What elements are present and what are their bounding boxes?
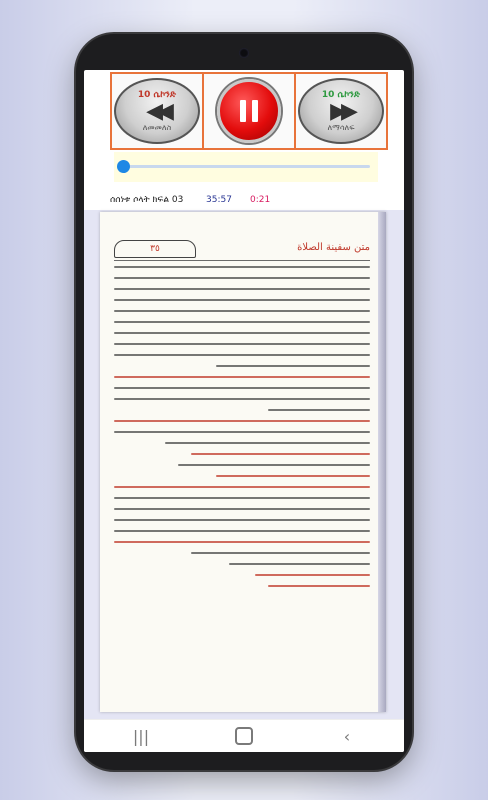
text-line [114, 431, 370, 433]
system-nav-bar [84, 719, 404, 752]
player-controls [110, 72, 388, 150]
front-camera [239, 48, 249, 58]
forward-seconds-label: 10 ሴኮንድ [321, 89, 361, 100]
text-line [178, 464, 370, 466]
back-icon[interactable]: ‹ [343, 726, 351, 746]
page-number: ٣٥ [150, 244, 160, 254]
book-page-image [100, 212, 386, 712]
text-line [216, 475, 370, 477]
text-line [114, 398, 370, 400]
seek-knob[interactable] [117, 160, 130, 173]
recents-icon[interactable]: ||| [132, 726, 150, 746]
text-line [114, 497, 370, 499]
app-screen [84, 70, 404, 752]
current-time: 35:57 [206, 195, 232, 205]
forward-icon: ▶▶ [330, 98, 352, 124]
text-line [191, 552, 370, 554]
rewind-10-button[interactable] [114, 78, 200, 144]
text-line [114, 541, 370, 543]
phone-frame [76, 34, 412, 770]
seek-track[interactable] [122, 165, 370, 168]
text-line [191, 453, 370, 455]
page-spine [378, 212, 386, 712]
rewind-direction-label: ለመመለስ [142, 122, 172, 132]
page-header-title: متن سفينة الصلاة [297, 242, 370, 253]
text-line [114, 376, 370, 378]
text-line [114, 266, 370, 268]
text-line [114, 530, 370, 532]
text-line [268, 585, 370, 587]
text-line [114, 508, 370, 510]
forward-direction-label: ለማሳለፍ [327, 122, 355, 132]
text-line [216, 365, 370, 367]
text-line [114, 343, 370, 345]
text-line [114, 420, 370, 422]
text-line [114, 519, 370, 521]
home-icon[interactable] [235, 727, 253, 745]
text-line [114, 299, 370, 301]
track-name: ሰሰነቱ ሶላት ክፍል 03 [110, 195, 184, 205]
text-line [114, 332, 370, 334]
page-text-block [114, 266, 370, 596]
forward-10-button[interactable] [298, 78, 384, 144]
pause-button-cell[interactable] [204, 74, 296, 148]
text-line [114, 486, 370, 488]
text-line [114, 387, 370, 389]
pause-icon [240, 100, 258, 122]
text-line [114, 288, 370, 290]
text-line [255, 574, 370, 576]
text-line [114, 354, 370, 356]
duration-time: 0:21 [250, 195, 271, 205]
text-line [268, 409, 370, 411]
rewind-button-cell[interactable] [112, 74, 204, 148]
text-line [229, 563, 370, 565]
rewind-seconds-label: 10 ሴኮንድ [137, 89, 177, 100]
page-number-ornament [114, 240, 196, 258]
pause-button[interactable] [217, 79, 281, 143]
page-header [114, 238, 370, 261]
text-line [114, 310, 370, 312]
text-line [165, 442, 370, 444]
seek-slider[interactable] [114, 152, 378, 182]
text-line [114, 321, 370, 323]
forward-button-cell[interactable] [296, 74, 386, 148]
track-info [110, 192, 400, 208]
text-line [114, 277, 370, 279]
book-viewer[interactable] [84, 210, 404, 720]
rewind-icon: ◀◀ [146, 98, 168, 124]
